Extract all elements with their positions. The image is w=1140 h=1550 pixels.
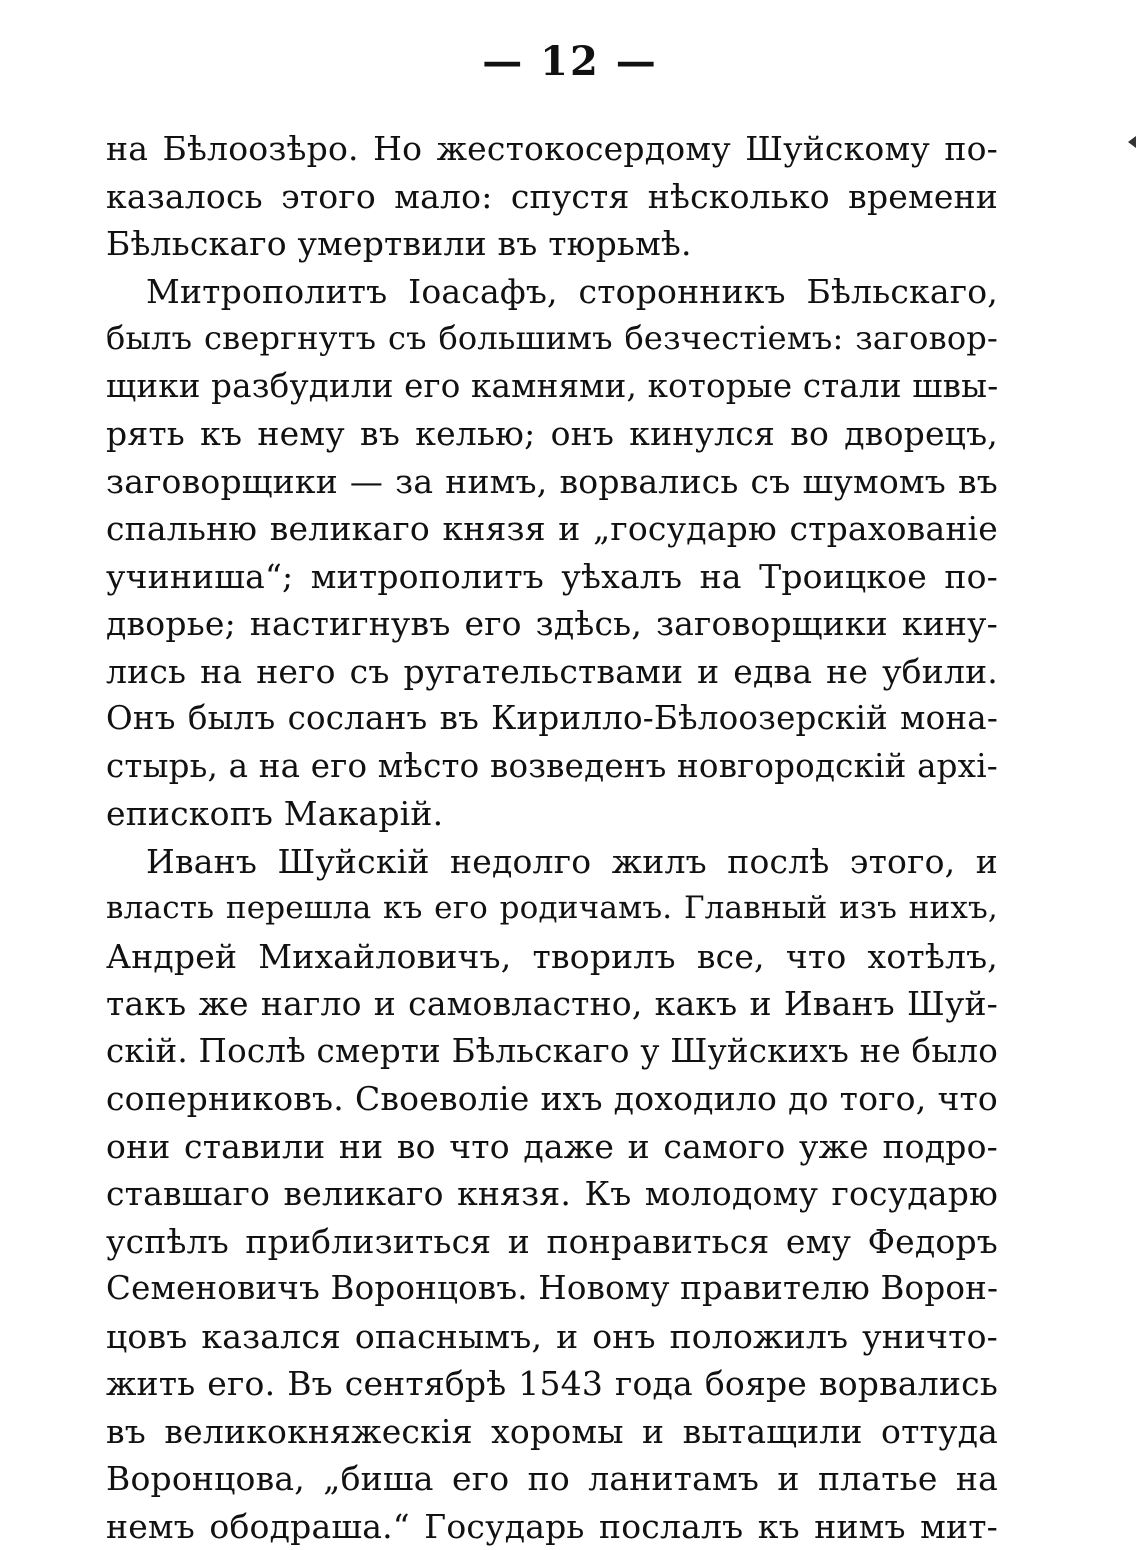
text-line: рять къ нему въ келью; онъ кинулся во дворецъ, <box>106 410 998 458</box>
text-line: немъ ободраша.“ Государь послалъ къ нимъ мит- <box>106 1503 998 1550</box>
text-line: власть перешла къ его родичамъ. Главный изъ нихъ, <box>106 885 998 933</box>
text-line: ставшаго великаго князя. Къ молодому государю <box>106 1170 998 1218</box>
text-line: былъ свергнутъ съ большимъ безчестіемъ: заговор- <box>106 315 998 363</box>
text-line: Митрополитъ Іоасафъ, сторонникъ Бѣльскаго, <box>106 268 998 316</box>
text-line: такъ же нагло и самовластно, какъ и Иванъ Шуй- <box>106 980 998 1028</box>
text-line: Иванъ Шуйскій недолго жилъ послѣ этого, и <box>106 838 998 886</box>
text-line: стырь, а на его мѣсто возведенъ новгородскій архі- <box>106 743 998 791</box>
text-line: Андрей Михайловичъ, творилъ все, что хотѣлъ, <box>106 933 998 981</box>
text-line: спальню великаго князя и „государю страхованіе <box>106 505 998 553</box>
text-line: заговорщики — за нимъ, ворвались съ шумомъ въ <box>106 458 998 506</box>
page-number: — 12 — <box>0 38 1140 86</box>
text-line: Семеновичъ Воронцовъ. Новому правителю Ворон- <box>106 1265 998 1313</box>
text-line: учиниша“; митрополитъ уѣхалъ на Троицкое по- <box>106 553 998 601</box>
margin-mark-icon <box>1128 136 1136 148</box>
text-line: они ставили ни во что даже и самого уже подро- <box>106 1123 998 1171</box>
text-line: соперниковъ. Своеволіе ихъ доходило до того, что <box>106 1075 998 1123</box>
text-line: Бѣльскаго умертвили въ тюрьмѣ. <box>106 220 998 268</box>
text-line: успѣлъ приблизиться и понравиться ему Федоръ <box>106 1218 998 1266</box>
text-line: цовъ казался опаснымъ, и онъ положилъ уничто- <box>106 1313 998 1361</box>
paragraph-1 <box>106 125 998 268</box>
text-line: казалось этого мало: спустя нѣсколько времени <box>106 173 998 221</box>
paragraph-3 <box>106 838 998 1550</box>
paragraph-2 <box>106 268 998 838</box>
text-line: лись на него съ ругательствами и едва не убили. <box>106 648 998 696</box>
text-line: Воронцова, „биша его по ланитамъ и платье на <box>106 1455 998 1503</box>
text-line: на Бѣлоозѣро. Но жестокосердому Шуйскому по- <box>106 125 998 173</box>
text-line: епископъ Макарій. <box>106 790 998 838</box>
text-line: въ великокняжескія хоромы и вытащили оттуда <box>106 1408 998 1456</box>
text-line: Онъ былъ сосланъ въ Кирилло-Бѣлоозерскій мона- <box>106 695 998 743</box>
text-line: скій. Послѣ смерти Бѣльскаго у Шуйскихъ не было <box>106 1028 998 1076</box>
text-line: жить его. Въ сентябрѣ 1543 года бояре ворвались <box>106 1360 998 1408</box>
text-line: дворье; настигнувъ его здѣсь, заговорщики кину- <box>106 600 998 648</box>
text-line: щики разбудили его камнями, которые стали швы- <box>106 363 998 411</box>
body-text <box>106 125 998 1550</box>
